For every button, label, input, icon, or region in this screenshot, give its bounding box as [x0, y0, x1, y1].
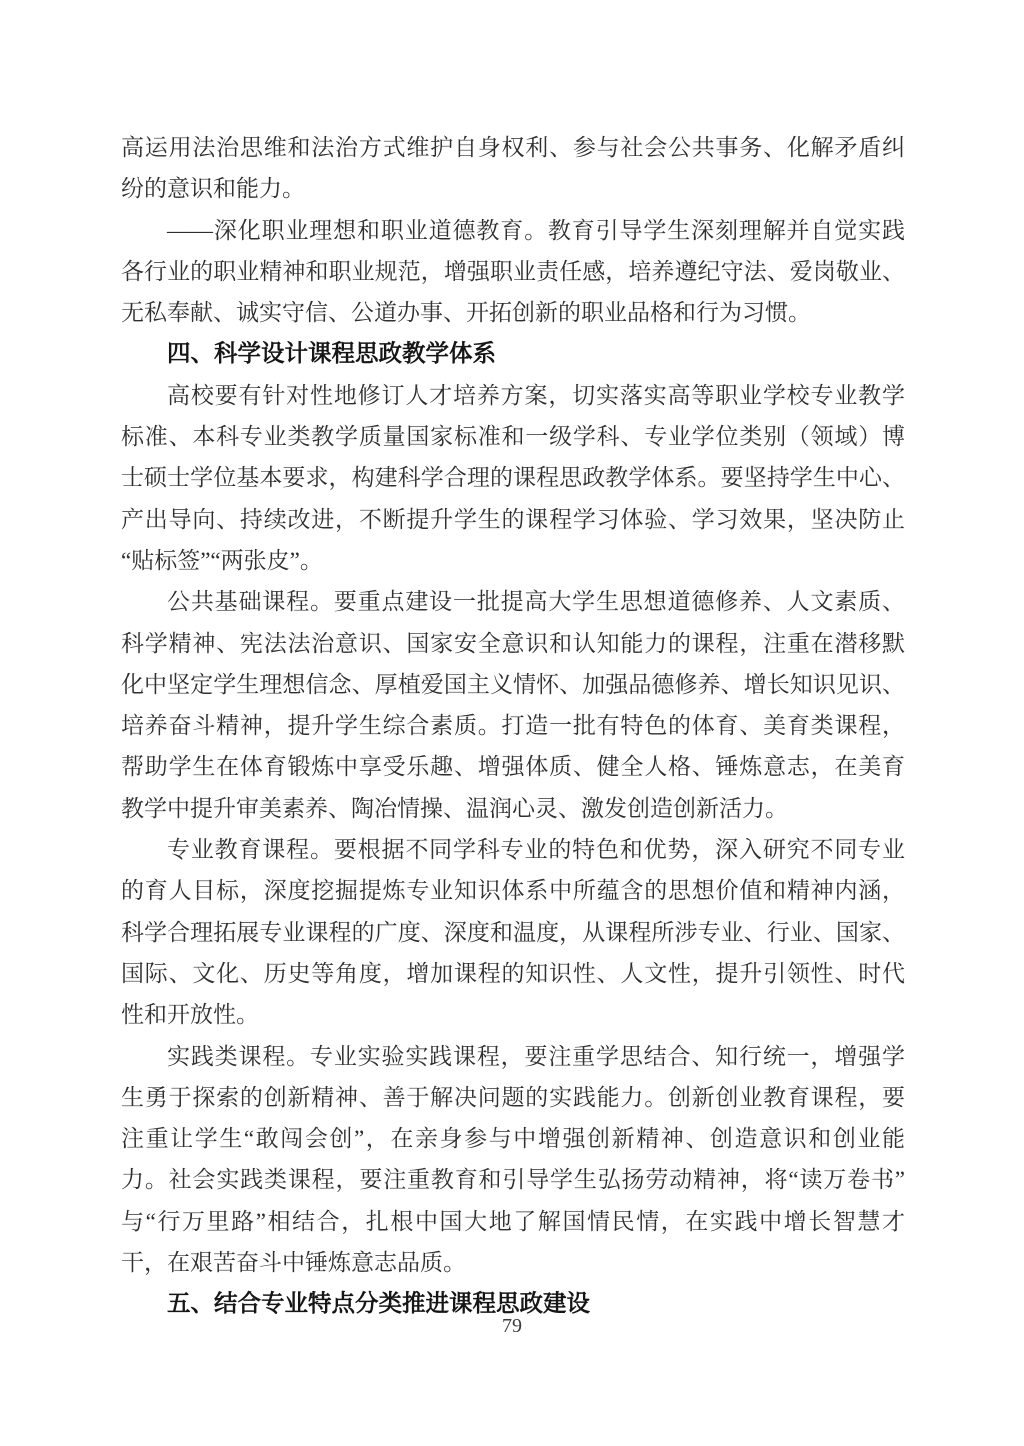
- text-line: 干，在艰苦奋斗中锤炼意志品质。: [121, 1250, 466, 1276]
- text-line: 帮助学生在体育锻炼中享受乐趣、增强体质、健全人格、锤炼意志，在美育: [121, 754, 905, 780]
- text-line: 士硕士学位基本要求，构建科学合理的课程思政教学体系。要坚持学生中心、: [121, 465, 905, 491]
- text-line: 培养奋斗精神，提升学生综合素质。打造一批有特色的体育、美育类课程，: [121, 713, 905, 739]
- document-body: [121, 127, 905, 1325]
- text-line: 的育人目标，深度挖掘提炼专业知识体系中所蕴含的思想价值和精神内涵，: [121, 878, 905, 904]
- paragraph: [121, 829, 905, 1035]
- text-line: 标准、本科专业类教学质量国家标准和一级学科、专业学位类别（领域）博: [121, 424, 905, 450]
- text-line: 与“行万里路”相结合，扎根中国大地了解国情民情，在实践中增长智慧才: [121, 1208, 905, 1234]
- text-line: 产出导向、持续改进，不断提升学生的课程学习体验、学习效果，坚决防止: [121, 506, 905, 532]
- text-line: 专业教育课程。要根据不同学科专业的特色和优势，深入研究不同专业: [167, 837, 905, 863]
- paragraph: [121, 1036, 905, 1284]
- text-line: 实践类课程。专业实验实践课程，要注重学思结合、知行统一，增强学: [167, 1043, 905, 1069]
- page-number: 79: [502, 1315, 522, 1337]
- text-line: 教学中提升审美素养、陶冶情操、温润心灵、激发创造创新活力。: [121, 795, 788, 821]
- text-line: 国际、文化、历史等角度，增加课程的知识性、人文性，提升引领性、时代: [121, 960, 905, 986]
- text-line: 科学精神、宪法法治意识、国家安全意识和认知能力的课程，注重在潜移默: [121, 630, 905, 656]
- text-line: 生勇于探索的创新精神、善于解决问题的实践能力。创新创业教育课程，要: [121, 1084, 905, 1110]
- text-line: 高校要有针对性地修订人才培养方案，切实落实高等职业学校专业教学: [167, 382, 905, 408]
- text-line: “贴标签”“两张皮”。: [121, 547, 323, 573]
- paragraph: [121, 127, 905, 210]
- text-line: 无私奉献、诚实守信、公道办事、开拓创新的职业品格和行为习惯。: [121, 300, 811, 326]
- paragraph: [121, 375, 905, 581]
- heading-text: 五、结合专业特点分类推进课程思政建设: [167, 1290, 590, 1317]
- text-line: ——深化职业理想和职业道德教育。教育引导学生深刻理解并自觉实践: [167, 217, 905, 243]
- text-line: 力。社会实践类课程，要注重教育和引导学生弘扬劳动精神，将“读万卷书”: [121, 1167, 905, 1193]
- text-line: 公共基础课程。要重点建设一批提高大学生思想道德修养、人文素质、: [167, 589, 905, 615]
- text-line: 高运用法治思维和法治方式维护自身权利、参与社会公共事务、化解矛盾纠: [121, 135, 905, 160]
- text-line: 各行业的职业精神和职业规范，增强职业责任感，培养遵纪守法、爱岗敬业、: [121, 258, 905, 284]
- paragraph: [121, 581, 905, 829]
- text-line: 注重让学生“敢闯会创”，在亲身参与中增强创新精神、创造意识和创业能: [121, 1126, 905, 1152]
- section-heading: [121, 333, 905, 374]
- paragraph: [121, 210, 905, 334]
- text-line: 科学合理拓展专业课程的广度、深度和温度，从课程所涉专业、行业、国家、: [121, 919, 905, 945]
- text-line: 性和开放性。: [121, 1002, 259, 1028]
- text-line: 化中坚定学生理想信念、厚植爱国主义情怀、加强品德修养、增长知识见识、: [121, 671, 905, 697]
- heading-text: 四、科学设计课程思政教学体系: [167, 340, 496, 367]
- text-line: 纷的意识和能力。: [121, 176, 305, 202]
